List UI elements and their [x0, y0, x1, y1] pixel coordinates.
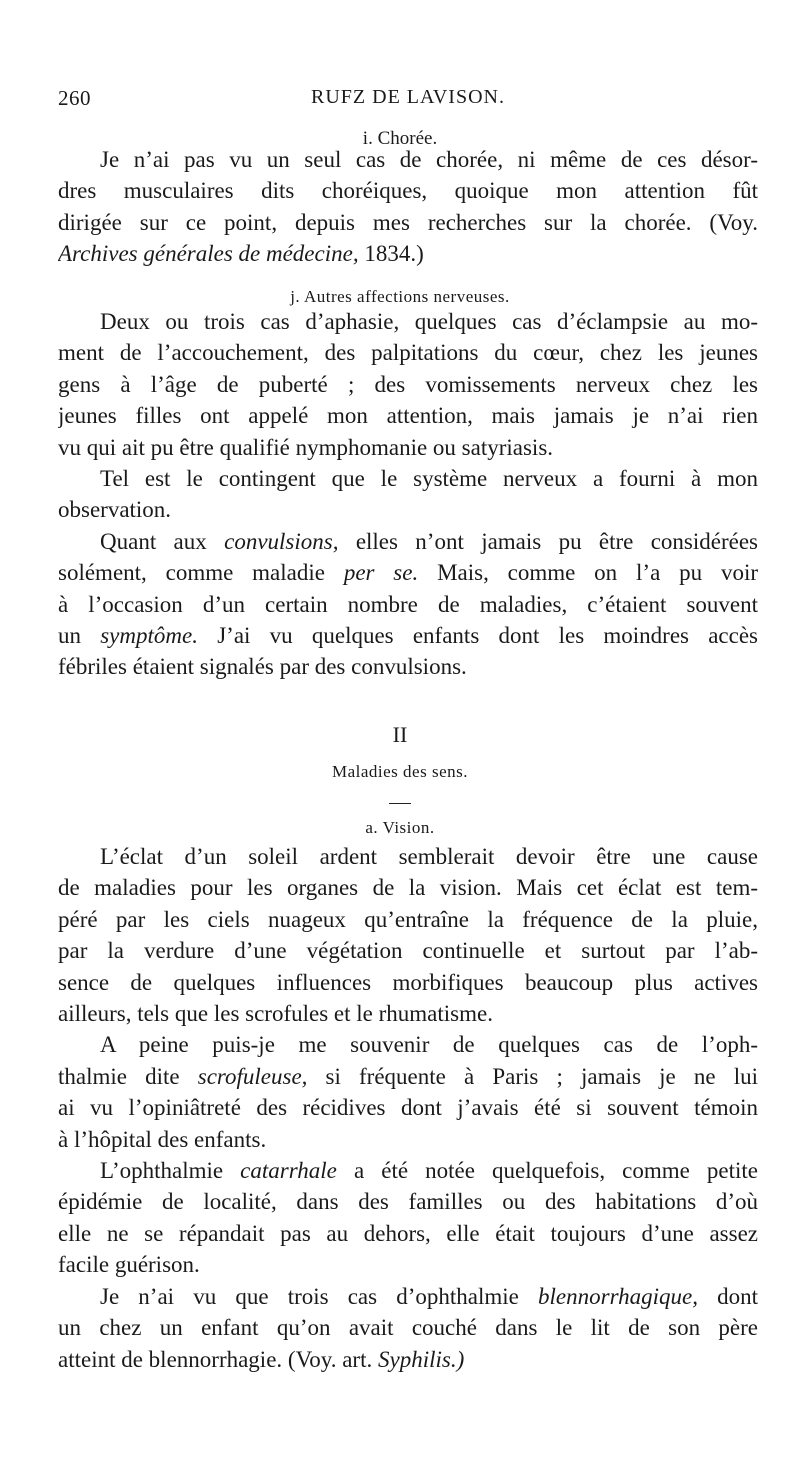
text-line: par la verdure d’une végétation continuelle et surtout par l’ab- [58, 938, 758, 964]
text-segment: Mais, comme on l’a pu voir [437, 560, 758, 586]
text-segment: a été notée quelquefois, comme petite [353, 1158, 758, 1184]
text-line [58, 238, 758, 269]
paragraph-vision [58, 841, 758, 1375]
text-line: épidémie de localité, dans des familles ou des habitations d’où [58, 1189, 758, 1215]
text-segment: un [58, 623, 81, 649]
text-line: ai vu l’opiniâtreté des récidives dont j’avais été si souvent témoin [58, 1095, 758, 1121]
italic-text: Syphilis.) [377, 1346, 465, 1372]
italic-text: per se. [343, 560, 419, 586]
text-line: ment de l’accouchement, des palpitations du cœur, chez les jeunes [58, 340, 758, 366]
text-line [58, 1061, 758, 1092]
running-head: RUFZ DE LAVISON. [311, 86, 505, 108]
text-line: fébriles étaient signalés par des convulsions. [58, 654, 467, 680]
text-line [58, 557, 758, 588]
section-heading-nervous: j. Autres affections nerveuses. [290, 287, 510, 306]
italic-text: scrofuleuse, [197, 1063, 308, 1089]
section-heading-chorea: i. Chorée. [362, 128, 438, 149]
text-line: un chez un enfant qu’on avait couché dans le lit de son père [58, 1315, 758, 1341]
section-heading-vision: a. Vision. [365, 818, 435, 837]
text-line: observation. [58, 497, 172, 523]
italic-text: catarrhale [240, 1158, 337, 1184]
text-line: gens à l’âge de puberté ; des vomissements nerveux chez les [58, 371, 758, 397]
text-segment: solément, comme maladie [58, 560, 325, 586]
text-segment: 1834.) [364, 241, 424, 267]
page-number: 260 [58, 86, 91, 110]
italic-text: blennorrhagique, [538, 1283, 698, 1309]
text-line: de maladies pour les organes de la vision. Mais cet éclat est tem- [58, 875, 758, 901]
text-line [58, 1344, 758, 1375]
text-segment: atteint de blennorrhagie. (Voy. art. [58, 1346, 373, 1372]
part-number: II [392, 722, 408, 747]
text-line: dirigée sur ce point, depuis mes recherches sur la chorée. (Voy. [58, 209, 758, 235]
text-line: ailleurs, tels que les scrofules et le rhumatisme. [58, 1001, 493, 1027]
text-segment: dont [717, 1283, 758, 1309]
text-line [58, 526, 758, 557]
text-segment: elles n’ont jamais pu être considérées [355, 528, 758, 554]
text-line: dres musculaires dits choréiques, quoique mon attention fût [58, 178, 758, 204]
text-segment: si fréquente à Paris ; jamais je ne lui [325, 1063, 758, 1089]
italic-text: convulsions, [224, 528, 339, 554]
text-line: sence de quelques influences morbifiques beaucoup plus actives [58, 969, 758, 995]
italic-text: Archives générales de médecine, [58, 241, 359, 267]
text-segment: Je n’ai vu que trois cas d’ophthalmie [100, 1283, 519, 1309]
text-line: à l’hôpital des enfants. [58, 1126, 267, 1152]
text-segment: J’ai vu quelques enfants dont les moindres accès [217, 623, 758, 649]
paragraph-nervous [58, 306, 758, 683]
text-line: péré par les ciels nuageux qu’entraîne la fréquence de la pluie, [58, 906, 758, 932]
text-line: A peine puis-je me souvenir de quelques cas de l’oph- [100, 1032, 758, 1058]
text-line: L’éclat d’un soleil ardent semblerait devoir être une cause [100, 844, 758, 869]
italic-text: symptôme. [100, 623, 198, 649]
separator-rule [389, 803, 411, 804]
text-line: jeunes filles ont appelé mon attention, mais jamais je n’ai rien [58, 403, 758, 429]
text-segment: L’ophthalmie [100, 1158, 224, 1184]
text-line: elle ne se répandait pas au dehors, elle était toujours d’une assez [58, 1220, 758, 1246]
text-segment: thalmie dite [58, 1063, 180, 1089]
text-line [58, 1155, 758, 1186]
page-header [58, 86, 748, 116]
text-line [58, 1281, 758, 1312]
text-line: Je n’ai pas vu un seul cas de chorée, ni même de ces désor- [100, 147, 758, 172]
text-line: vu qui ait pu être qualifié nymphomanie ou satyriasis. [58, 434, 554, 460]
part-title: Maladies des sens. [331, 762, 468, 781]
text-line: facile guérison. [58, 1252, 200, 1278]
paragraph-chorea [58, 144, 758, 270]
text-segment: Quant aux [100, 528, 207, 554]
text-line: à l’occasion d’un certain nombre de maladies, c’étaient souvent [58, 591, 758, 617]
text-line: Deux ou trois cas d’aphasie, quelques cas d’éclampsie au mo- [100, 309, 758, 334]
text-line: Tel est le contingent que le système nerveux a fourni à mon [100, 466, 758, 492]
text-line [58, 620, 758, 651]
